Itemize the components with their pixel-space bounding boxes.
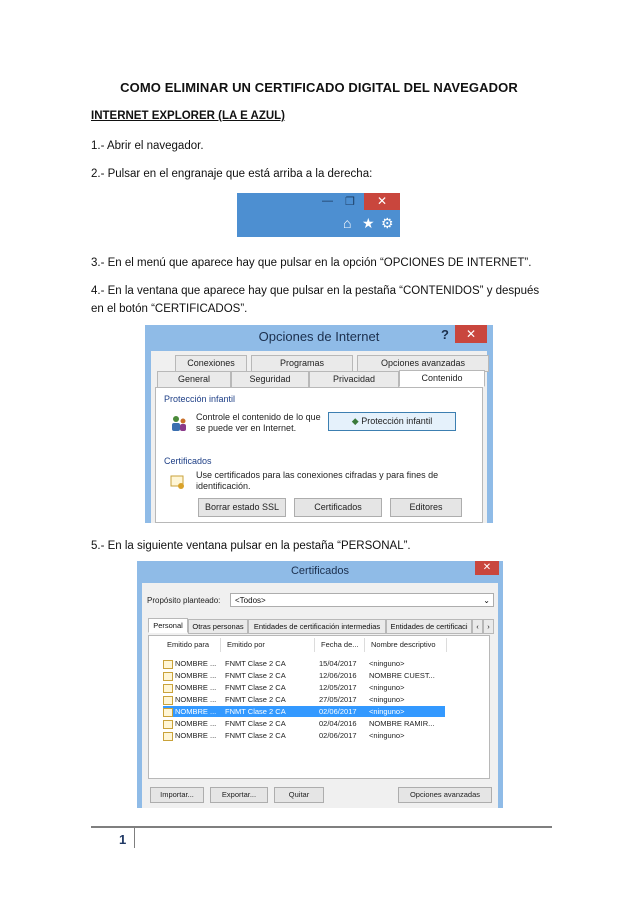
footer-divider — [91, 826, 552, 828]
table-row[interactable] — [163, 694, 445, 705]
tab-entidades-raiz[interactable]: Entidades de certificaci — [386, 619, 472, 634]
purpose-label: Propósito planteado: — [147, 596, 221, 605]
certificates-button[interactable]: Certificados — [294, 498, 382, 517]
cell-issued-to: NOMBRE ... — [163, 730, 216, 741]
tab-general[interactable]: General — [157, 371, 231, 388]
column-header[interactable]: Emitido para — [163, 638, 221, 652]
tab-programas[interactable]: Programas — [251, 355, 353, 372]
certificate-icon — [163, 732, 173, 741]
cell-date: 12/05/2017 — [319, 683, 357, 692]
section-heading: INTERNET EXPLORER (LA E AZUL) — [91, 110, 286, 122]
cell-issued-to: NOMBRE ... — [163, 682, 216, 693]
family-icon — [170, 414, 188, 432]
tab-opciones-avanzadas[interactable]: Opciones avanzadas — [357, 355, 489, 372]
tab-contenido[interactable]: Contenido — [399, 370, 485, 387]
step-1: 1.- Abrir el navegador. — [91, 140, 204, 152]
step-5: 5.- En la siguiente ventana pulsar en la pestaña “PERSONAL”. — [91, 540, 411, 552]
certificate-icon — [163, 696, 173, 705]
cell-name: <ninguno> — [369, 695, 405, 704]
group-label-parental: Protección infantil — [164, 394, 236, 404]
advanced-options-button[interactable]: Opciones avanzadas — [398, 787, 492, 803]
export-button[interactable]: Exportar... — [210, 787, 268, 803]
table-row[interactable] — [163, 730, 445, 741]
certificate-icon — [163, 708, 173, 717]
cell-date: 02/06/2017 — [319, 731, 357, 740]
content-panel — [155, 387, 483, 523]
step-3: 3.- En el menú que aparece hay que pulsar en la opción “OPCIONES DE INTERNET”. — [91, 257, 532, 269]
parental-text-2: se puede ver en Internet. — [196, 423, 297, 433]
cell-issued-to: NOMBRE ... — [163, 694, 216, 705]
parental-text-1: Controle el contenido de lo que — [196, 412, 321, 422]
certificate-icon — [170, 474, 186, 490]
certificate-icon — [163, 720, 173, 729]
certs-text-2: identificación. — [196, 481, 251, 491]
shield-icon: ◆ — [351, 416, 362, 426]
publishers-button[interactable]: Editores — [390, 498, 462, 517]
footer-vertical-divider — [134, 826, 135, 848]
table-row[interactable] — [163, 682, 445, 693]
cell-issued-by: FNMT Clase 2 CA — [225, 707, 286, 716]
remove-button[interactable]: Quitar — [274, 787, 324, 803]
tab-otras-personas[interactable]: Otras personas — [188, 619, 248, 634]
cell-issued-to: NOMBRE ... — [163, 718, 216, 729]
clear-ssl-button[interactable]: Borrar estado SSL — [198, 498, 286, 517]
step-4: 4.- En la ventana que aparece hay que pulsar en la pestaña “CONTENIDOS” y después en el botón “CERTIFICADOS”. — [91, 285, 540, 315]
certificates-list — [148, 635, 490, 779]
certificate-icon — [163, 660, 173, 669]
column-header[interactable]: Fecha de... — [317, 638, 365, 652]
cell-issued-by: FNMT Clase 2 CA — [225, 695, 286, 704]
certificate-icon — [163, 684, 173, 693]
page-number: 1 — [119, 832, 127, 847]
cell-date: 27/05/2017 — [319, 695, 357, 704]
ie-toolbar-image — [237, 193, 400, 237]
cell-name: NOMBRE CUEST... — [369, 671, 435, 680]
tab-conexiones[interactable]: Conexiones — [175, 355, 247, 372]
certs-text-1: Use certificados para las conexiones cifradas y para fines de — [196, 470, 439, 480]
table-row[interactable] — [163, 718, 445, 729]
dialog-body — [151, 351, 487, 523]
scroll-right-icon[interactable]: › — [483, 619, 494, 634]
tab-entidades-intermedias[interactable]: Entidades de certificación intermedias — [248, 619, 386, 634]
purpose-select[interactable] — [230, 593, 494, 607]
cell-date: 15/04/2017 — [319, 659, 357, 668]
cell-date: 02/04/2016 — [319, 719, 357, 728]
table-row[interactable] — [163, 670, 445, 681]
cell-name: <ninguno> — [369, 707, 405, 716]
certificate-icon — [163, 672, 173, 681]
home-icon[interactable]: ⌂ — [343, 215, 352, 231]
column-header[interactable]: Emitido por — [223, 638, 315, 652]
table-row-selected[interactable] — [163, 706, 445, 717]
tab-privacidad[interactable]: Privacidad — [309, 371, 399, 388]
dialog-title: Opciones de Internet — [258, 329, 380, 344]
restore-icon[interactable]: ❐ — [345, 196, 355, 208]
cell-issued-by: FNMT Clase 2 CA — [225, 719, 286, 728]
tab-personal[interactable]: Personal — [148, 618, 188, 633]
purpose-value: <Todos> — [235, 596, 266, 605]
internet-options-dialog — [145, 325, 493, 523]
cell-issued-to: NOMBRE ... — [163, 658, 216, 669]
cell-issued-by: FNMT Clase 2 CA — [225, 683, 286, 692]
document-title: COMO ELIMINAR UN CERTIFICADO DIGITAL DEL NAVEGADOR — [120, 80, 518, 95]
minimize-icon[interactable]: — — [322, 195, 333, 207]
cell-issued-to: NOMBRE ... — [163, 706, 216, 717]
gear-icon[interactable]: ⚙ — [381, 215, 394, 231]
cell-issued-by: FNMT Clase 2 CA — [225, 671, 286, 680]
cell-issued-to: NOMBRE ... — [163, 670, 216, 681]
close-icon[interactable]: ✕ — [455, 325, 487, 343]
certificates-dialog — [137, 561, 503, 808]
cell-date: 12/06/2016 — [319, 671, 357, 680]
cell-name: <ninguno> — [369, 659, 405, 668]
parental-control-label: Protección infantil — [361, 416, 433, 426]
scroll-left-icon[interactable]: ‹ — [472, 619, 483, 634]
cell-date: 02/06/2017 — [319, 707, 357, 716]
table-row[interactable] — [163, 658, 445, 669]
chevron-down-icon: ⌄ — [483, 596, 490, 605]
step-2: 2.- Pulsar en el engranaje que está arriba a la derecha: — [91, 168, 373, 180]
close-icon[interactable]: ✕ — [364, 193, 400, 210]
cell-name: NOMBRE RAMIR... — [369, 719, 435, 728]
import-button[interactable]: Importar... — [150, 787, 204, 803]
cell-name: <ninguno> — [369, 731, 405, 740]
close-icon[interactable]: ✕ — [475, 561, 499, 575]
tab-seguridad[interactable]: Seguridad — [231, 371, 309, 388]
cell-name: <ninguno> — [369, 683, 405, 692]
column-header[interactable]: Nombre descriptivo — [367, 638, 447, 652]
dialog-title: Certificados — [290, 565, 350, 577]
help-icon[interactable]: ? — [441, 327, 449, 342]
cell-issued-by: FNMT Clase 2 CA — [225, 659, 286, 668]
parental-control-button[interactable] — [328, 412, 456, 431]
dialog-body — [142, 583, 498, 808]
group-label-certificates: Certificados — [164, 456, 212, 466]
cell-issued-by: FNMT Clase 2 CA — [225, 731, 286, 740]
star-icon[interactable]: ★ — [362, 215, 375, 231]
